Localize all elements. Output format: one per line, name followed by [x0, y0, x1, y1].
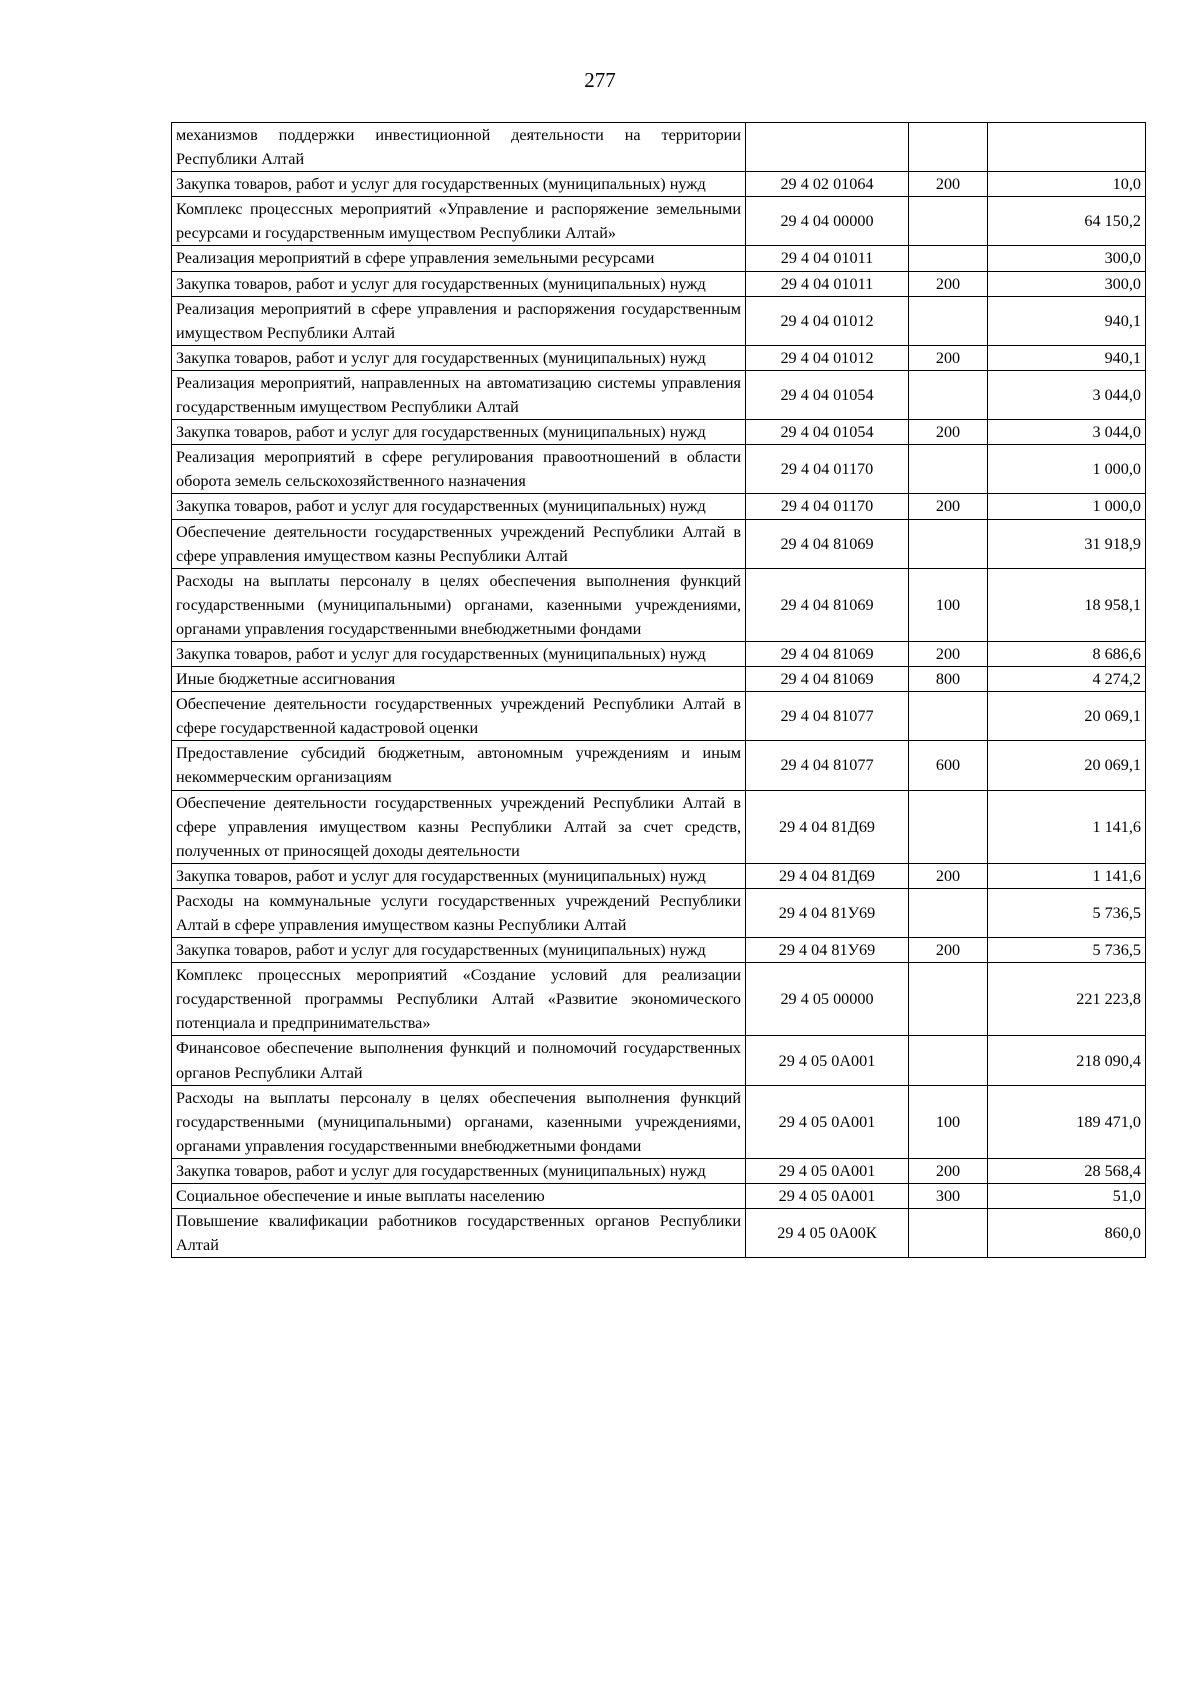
row-expense-type-cell: 200: [909, 494, 988, 519]
row-name-cell: Расходы на выплаты персоналу в целях обеспечения выполнения функций государственными (муниципальными) органами, казенными учреждениями, органами управления государственными внебюджетными фондами: [172, 1085, 746, 1158]
row-code-cell: 29 4 04 01011: [746, 271, 909, 296]
table-row: [172, 863, 1146, 888]
table-row: [172, 568, 1146, 641]
table-row: [172, 1158, 1146, 1183]
row-name-cell: Реализация мероприятий в сфере управления земельными ресурсами: [172, 246, 746, 271]
table-row: [172, 123, 1146, 172]
row-code-cell: 29 4 05 0А001: [746, 1036, 909, 1085]
row-code-cell: 29 4 04 01170: [746, 494, 909, 519]
row-sum-cell: 1 141,6: [988, 790, 1146, 863]
row-name-cell: Закупка товаров, работ и услуг для государственных (муниципальных) нужд: [172, 494, 746, 519]
row-sum-cell: 1 141,6: [988, 863, 1146, 888]
row-expense-type-cell: 600: [909, 741, 988, 790]
row-expense-type-cell: [909, 963, 988, 1036]
row-name-cell: Повышение квалификации работников государственных органов Республики Алтай: [172, 1209, 746, 1258]
row-code-cell: 29 4 05 0А001: [746, 1085, 909, 1158]
row-name-cell: Закупка товаров, работ и услуг для государственных (муниципальных) нужд: [172, 172, 746, 197]
table-row: [172, 296, 1146, 345]
row-sum-cell: 1 000,0: [988, 494, 1146, 519]
row-sum-cell: 8 686,6: [988, 641, 1146, 666]
row-expense-type-cell: 100: [909, 1085, 988, 1158]
table-row: [172, 667, 1146, 692]
table-row: [172, 741, 1146, 790]
row-sum-cell: 300,0: [988, 246, 1146, 271]
row-expense-type-cell: [909, 296, 988, 345]
row-code-cell: 29 4 04 81069: [746, 568, 909, 641]
row-name-cell: Реализация мероприятий в сфере управления и распоряжения государственным имуществом Республики Алтай: [172, 296, 746, 345]
row-expense-type-cell: [909, 370, 988, 419]
row-sum-cell: 860,0: [988, 1209, 1146, 1258]
row-code-cell: 29 4 04 01054: [746, 420, 909, 445]
row-expense-type-cell: 200: [909, 172, 988, 197]
row-code-cell: 29 4 04 01170: [746, 445, 909, 494]
row-expense-type-cell: 800: [909, 667, 988, 692]
table-body: [172, 123, 1146, 1258]
table-row: [172, 420, 1146, 445]
row-sum-cell: 3 044,0: [988, 370, 1146, 419]
row-expense-type-cell: [909, 246, 988, 271]
table-row: [172, 370, 1146, 419]
table-row: [172, 888, 1146, 937]
row-name-cell: Реализация мероприятий в сфере регулирования правоотношений в области оборота земель сельскохозяйственного назначения: [172, 445, 746, 494]
row-expense-type-cell: [909, 123, 988, 172]
table-row: [172, 519, 1146, 568]
row-expense-type-cell: 200: [909, 1158, 988, 1183]
row-sum-cell: [988, 123, 1146, 172]
row-name-cell: механизмов поддержки инвестиционной деятельности на территории Республики Алтай: [172, 123, 746, 172]
row-name-cell: Закупка товаров, работ и услуг для государственных (муниципальных) нужд: [172, 641, 746, 666]
row-code-cell: 29 4 04 81077: [746, 692, 909, 741]
table-row: [172, 1085, 1146, 1158]
row-sum-cell: 18 958,1: [988, 568, 1146, 641]
row-sum-cell: 51,0: [988, 1184, 1146, 1209]
row-code-cell: 29 4 05 0А00К: [746, 1209, 909, 1258]
row-sum-cell: 300,0: [988, 271, 1146, 296]
table-row: [172, 692, 1146, 741]
row-sum-cell: 3 044,0: [988, 420, 1146, 445]
row-sum-cell: 940,1: [988, 345, 1146, 370]
table-row: [172, 197, 1146, 246]
row-name-cell: Расходы на выплаты персоналу в целях обеспечения выполнения функций государственными (муниципальными) органами, казенными учреждениями, органами управления государственными внебюджетными фондами: [172, 568, 746, 641]
row-code-cell: 29 4 04 81077: [746, 741, 909, 790]
table-row: [172, 938, 1146, 963]
row-expense-type-cell: 200: [909, 271, 988, 296]
row-code-cell: 29 4 04 81Д69: [746, 863, 909, 888]
row-name-cell: Закупка товаров, работ и услуг для государственных (муниципальных) нужд: [172, 271, 746, 296]
row-code-cell: 29 4 04 81069: [746, 667, 909, 692]
budget-table: [171, 122, 1146, 1258]
row-sum-cell: 940,1: [988, 296, 1146, 345]
row-expense-type-cell: [909, 519, 988, 568]
table-row: [172, 345, 1146, 370]
row-sum-cell: 221 223,8: [988, 963, 1146, 1036]
row-name-cell: Предоставление субсидий бюджетным, автономным учреждениям и иным некоммерческим организациям: [172, 741, 746, 790]
table-row: [172, 494, 1146, 519]
row-code-cell: 29 4 04 81069: [746, 519, 909, 568]
row-code-cell: 29 4 04 81У69: [746, 938, 909, 963]
row-sum-cell: 5 736,5: [988, 888, 1146, 937]
row-name-cell: Комплекс процессных мероприятий «Управление и распоряжение земельными ресурсами и государственным имуществом Республики Алтай»: [172, 197, 746, 246]
row-sum-cell: 1 000,0: [988, 445, 1146, 494]
row-code-cell: 29 4 04 81Д69: [746, 790, 909, 863]
row-name-cell: Закупка товаров, работ и услуг для государственных (муниципальных) нужд: [172, 345, 746, 370]
row-name-cell: Обеспечение деятельности государственных учреждений Республики Алтай в сфере управления имуществом казны Республики Алтай за счет средств, полученных от приносящей доходы деятельности: [172, 790, 746, 863]
table-row: [172, 641, 1146, 666]
row-expense-type-cell: [909, 790, 988, 863]
row-code-cell: 29 4 04 01054: [746, 370, 909, 419]
table-row: [172, 1184, 1146, 1209]
row-sum-cell: 20 069,1: [988, 692, 1146, 741]
row-code-cell: 29 4 04 01012: [746, 296, 909, 345]
row-name-cell: Обеспечение деятельности государственных учреждений Республики Алтай в сфере управления имуществом казны Республики Алтай: [172, 519, 746, 568]
table-row: [172, 246, 1146, 271]
table-row: [172, 963, 1146, 1036]
row-sum-cell: 20 069,1: [988, 741, 1146, 790]
row-sum-cell: 10,0: [988, 172, 1146, 197]
row-sum-cell: 4 274,2: [988, 667, 1146, 692]
row-code-cell: 29 4 05 00000: [746, 963, 909, 1036]
row-expense-type-cell: 300: [909, 1184, 988, 1209]
row-expense-type-cell: [909, 1209, 988, 1258]
row-name-cell: Закупка товаров, работ и услуг для государственных (муниципальных) нужд: [172, 863, 746, 888]
page-number: 277: [584, 68, 616, 92]
row-expense-type-cell: 200: [909, 345, 988, 370]
table-row: [172, 271, 1146, 296]
row-code-cell: 29 4 05 0А001: [746, 1158, 909, 1183]
row-name-cell: Закупка товаров, работ и услуг для государственных (муниципальных) нужд: [172, 938, 746, 963]
table-row: [172, 1209, 1146, 1258]
row-expense-type-cell: [909, 888, 988, 937]
row-code-cell: 29 4 04 81069: [746, 641, 909, 666]
table-row: [172, 445, 1146, 494]
row-name-cell: Обеспечение деятельности государственных учреждений Республики Алтай в сфере государственной кадастровой оценки: [172, 692, 746, 741]
row-name-cell: Социальное обеспечение и иные выплаты населению: [172, 1184, 746, 1209]
row-expense-type-cell: 200: [909, 863, 988, 888]
row-expense-type-cell: 200: [909, 420, 988, 445]
row-sum-cell: 5 736,5: [988, 938, 1146, 963]
row-expense-type-cell: 200: [909, 938, 988, 963]
row-expense-type-cell: [909, 1036, 988, 1085]
row-sum-cell: 28 568,4: [988, 1158, 1146, 1183]
row-expense-type-cell: 200: [909, 641, 988, 666]
row-name-cell: Комплекс процессных мероприятий «Создание условий для реализации государственной программы Республики Алтай «Развитие экономического потенциала и предпринимательства»: [172, 963, 746, 1036]
row-expense-type-cell: 100: [909, 568, 988, 641]
table-row: [172, 1036, 1146, 1085]
row-expense-type-cell: [909, 197, 988, 246]
row-code-cell: 29 4 04 00000: [746, 197, 909, 246]
row-name-cell: Закупка товаров, работ и услуг для государственных (муниципальных) нужд: [172, 1158, 746, 1183]
row-code-cell: 29 4 02 01064: [746, 172, 909, 197]
row-code-cell: 29 4 04 81У69: [746, 888, 909, 937]
row-name-cell: Реализация мероприятий, направленных на автоматизацию системы управления государственным имуществом Республики Алтай: [172, 370, 746, 419]
row-code-cell: 29 4 05 0А001: [746, 1184, 909, 1209]
row-expense-type-cell: [909, 692, 988, 741]
row-name-cell: Закупка товаров, работ и услуг для государственных (муниципальных) нужд: [172, 420, 746, 445]
row-name-cell: Иные бюджетные ассигнования: [172, 667, 746, 692]
row-code-cell: [746, 123, 909, 172]
row-sum-cell: 64 150,2: [988, 197, 1146, 246]
row-code-cell: 29 4 04 01011: [746, 246, 909, 271]
row-sum-cell: 189 471,0: [988, 1085, 1146, 1158]
table-row: [172, 172, 1146, 197]
row-code-cell: 29 4 04 01012: [746, 345, 909, 370]
row-sum-cell: 31 918,9: [988, 519, 1146, 568]
row-expense-type-cell: [909, 445, 988, 494]
table-row: [172, 790, 1146, 863]
row-name-cell: Расходы на коммунальные услуги государственных учреждений Республики Алтай в сфере управления имуществом казны Республики Алтай: [172, 888, 746, 937]
row-sum-cell: 218 090,4: [988, 1036, 1146, 1085]
row-name-cell: Финансовое обеспечение выполнения функций и полномочий государственных органов Республики Алтай: [172, 1036, 746, 1085]
